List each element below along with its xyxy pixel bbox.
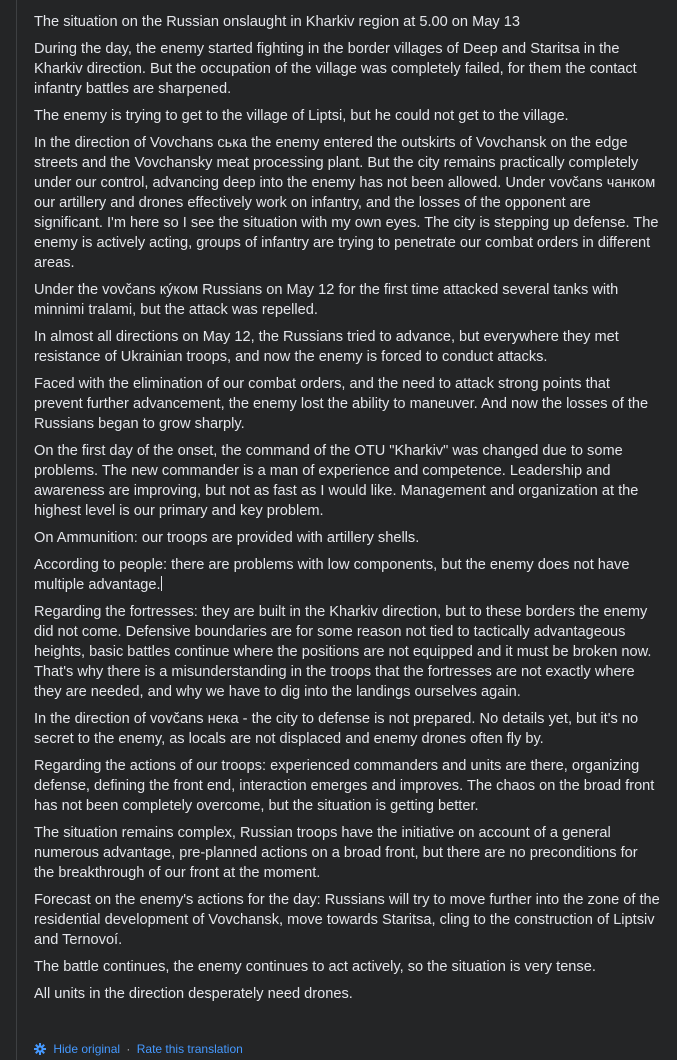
post-paragraph: The situation on the Russian onslaught in Kharkiv region at 5.00 on May 13 xyxy=(34,14,520,30)
post-paragraph: On the first day of the onset, the command of the OTU "Kharkiv" was changed due to some problems. The new commander is a man of experience and competence. Leadership and awareness are improving, but not as fast as I would like. Management and organization at the highest level is our primary and key problem. xyxy=(34,443,639,519)
post-paragraph: Regarding the fortresses: they are built in the Kharkiv direction, but to these borders the enemy did not come. Defensive boundaries are for some reason not tied to tactically advantageous heights, basic battles continue where the positions are not equipped and it must be broken now. That's why there is a misunderstanding in the troops that the fortresses are not exactly where they are needed, and why we have to dig into the landings ourselves again. xyxy=(34,604,652,700)
translation-footer xyxy=(34,1041,243,1057)
post-paragraph: Forecast on the enemy's actions for the day: Russians will try to move further into the zone of the residential development of Vovchansk, move towards Staritsa, cling to the construction of Liptsiv and Ternovoí. xyxy=(34,892,660,948)
text-cursor xyxy=(161,576,162,591)
rate-translation-link[interactable]: Rate this translation xyxy=(136,1042,243,1056)
post-paragraph: Under the vovčans кýком Russians on May 12 for the first time attacked several tanks with minnimi tralami, but the attack was repelled. xyxy=(34,282,619,318)
post-paragraph-text: According to people: there are problems with low components, but the enemy does not have multiple advantage. xyxy=(34,557,630,593)
post-paragraph: During the day, the enemy started fighting in the border villages of Deep and Staritsa in the Kharkiv direction. But the occupation of the village was completely failed, for them the contact infantry battles are sharpened. xyxy=(34,41,637,97)
post-body xyxy=(34,12,660,1011)
hide-original-link[interactable]: Hide original xyxy=(53,1042,121,1056)
post-paragraph: Regarding the actions of our troops: experienced commanders and units are there, organizing defense, defining the front end, interaction emerges and improves. The chaos on the broad front has not been completely overcome, but the situation is getting better. xyxy=(34,758,655,814)
post-paragraph: In almost all directions on May 12, the Russians tried to advance, but everywhere they met resistance of Ukrainian troops, and now the enemy is forced to conduct attacks. xyxy=(34,329,619,365)
post-container xyxy=(16,0,677,1060)
post-paragraph: The battle continues, the enemy continues to act actively, so the situation is very tense. xyxy=(34,959,596,975)
gear-icon xyxy=(34,1043,46,1055)
footer-separator: · xyxy=(126,1042,131,1056)
post-paragraph: In the direction of Vovchans ська the enemy entered the outskirts of Vovchansk on the edge streets and the Vovchansky meat processing plant. But the city remains practically completely under our control, advancing deep into the enemy has not been allowed. Under vovčans чанком our artillery and drones effectively work on infantry, and the losses of the opponent are significant. I'm here so I see the situation with my own eyes. The city is stepping up defense. The enemy is actively acting, groups of infantry are trying to penetrate our combat orders in different areas. xyxy=(34,135,659,271)
post-paragraph-with-cursor xyxy=(34,555,660,595)
post-paragraph: Faced with the elimination of our combat orders, and the need to attack strong points that prevent further advancement, the enemy lost the ability to maneuver. And now the losses of the Russians began to grow sharply. xyxy=(34,376,649,432)
post-paragraph: In the direction of vovčans нека - the city to defense is not prepared. No details yet, but it's no secret to the enemy, as locals are not displaced and enemy drones often fly by. xyxy=(34,711,639,747)
post-paragraph: All units in the direction desperately need drones. xyxy=(34,986,353,1002)
post-paragraph: On Ammunition: our troops are provided with artillery shells. xyxy=(34,530,420,546)
post-paragraph: The enemy is trying to get to the village of Liptsi, but he could not get to the village. xyxy=(34,108,569,124)
post-paragraph: The situation remains complex, Russian troops have the initiative on account of a general numerous advantage, pre-planned actions on a broad front, but there are no preconditions for the breakthrough of our front at the moment. xyxy=(34,825,638,881)
